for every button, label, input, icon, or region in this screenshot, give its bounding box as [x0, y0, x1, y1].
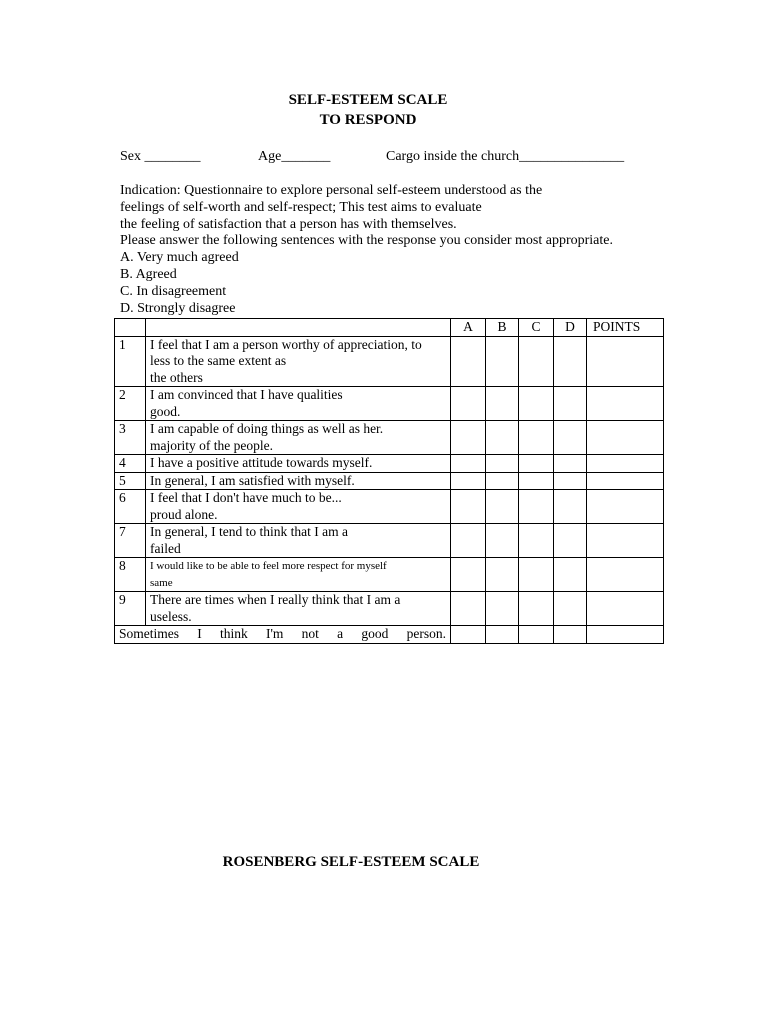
points-cell[interactable]	[587, 524, 664, 558]
table-row	[115, 336, 664, 387]
answer-cell-b[interactable]	[486, 626, 519, 644]
header-cell-d: D	[554, 319, 587, 337]
row-number: 7	[115, 524, 146, 558]
header-cell-b: B	[486, 319, 519, 337]
row-statement	[146, 387, 451, 421]
answer-cell-d[interactable]	[554, 336, 587, 387]
header-cell-statement	[146, 319, 451, 337]
table-row	[115, 455, 664, 473]
answer-cell-b[interactable]	[486, 524, 519, 558]
answer-cell-c[interactable]	[519, 490, 554, 524]
statement-line: good.	[150, 403, 181, 419]
header-cell-a: A	[451, 319, 486, 337]
answer-cell-b[interactable]	[486, 558, 519, 592]
table-row	[115, 524, 664, 558]
points-cell[interactable]	[587, 558, 664, 592]
instruction-line: the feeling of satisfaction that a person has with themselves.	[120, 216, 457, 232]
answer-cell-a[interactable]	[451, 592, 486, 626]
answer-cell-a[interactable]	[451, 336, 486, 387]
row-number: 5	[115, 472, 146, 490]
answer-cell-b[interactable]	[486, 455, 519, 473]
page-subtitle: TO RESPOND	[319, 112, 417, 128]
row-statement	[146, 472, 451, 490]
row-statement	[146, 592, 451, 626]
statement-line: I feel that I am a person worthy of appreciation, to	[150, 336, 422, 352]
answer-cell-b[interactable]	[486, 472, 519, 490]
statement-line: same	[150, 576, 173, 589]
sex-field[interactable]: Sex ________	[120, 149, 201, 164]
statement-line: I am capable of doing things as well as her.	[150, 421, 384, 436]
table-row	[115, 626, 664, 644]
table-row	[115, 558, 664, 592]
answer-cell-a[interactable]	[451, 387, 486, 421]
answer-cell-b[interactable]	[486, 421, 519, 455]
answer-cell-c[interactable]	[519, 421, 554, 455]
answer-cell-d[interactable]	[554, 490, 587, 524]
answer-cell-d[interactable]	[554, 472, 587, 490]
row-number: 9	[115, 592, 146, 626]
points-cell[interactable]	[587, 421, 664, 455]
instruction-line: Please answer the following sentences with the response you consider most appropriate.	[120, 233, 613, 249]
answer-cell-a[interactable]	[451, 455, 486, 473]
row-number: 8	[115, 558, 146, 592]
answer-cell-b[interactable]	[486, 336, 519, 387]
age-field[interactable]: Age_______	[258, 149, 331, 164]
answer-cell-a[interactable]	[451, 524, 486, 558]
statement-line: In general, I am satisfied with myself.	[150, 472, 355, 488]
points-cell[interactable]	[587, 592, 664, 626]
table-row	[115, 387, 664, 421]
statement-line: failed	[150, 540, 181, 556]
statement-line: There are times when I really think that I am a	[150, 592, 401, 607]
answer-cell-d[interactable]	[554, 421, 587, 455]
statement-line: I have a positive attitude towards myself.	[150, 455, 373, 470]
answer-cell-c[interactable]	[519, 455, 554, 473]
row-statement	[146, 524, 451, 558]
option-c: C. In disagreement	[120, 283, 227, 299]
row-statement	[146, 455, 451, 473]
instruction-line: Indication: Questionnaire to explore personal self-esteem understood as the	[120, 183, 543, 198]
table-row	[115, 592, 664, 626]
row-statement	[146, 558, 451, 592]
answer-cell-c[interactable]	[519, 592, 554, 626]
row-statement-spanning: Sometimes I think I'm not a good person.	[115, 626, 451, 644]
answer-cell-d[interactable]	[554, 387, 587, 421]
statement-line: majority of the people.	[150, 437, 273, 453]
table-row	[115, 421, 664, 455]
table-header-row	[115, 319, 664, 337]
answer-cell-a[interactable]	[451, 490, 486, 524]
answer-cell-d[interactable]	[554, 524, 587, 558]
header-cell-c: C	[519, 319, 554, 337]
points-cell[interactable]	[587, 490, 664, 524]
answer-cell-c[interactable]	[519, 524, 554, 558]
answer-cell-d[interactable]	[554, 455, 587, 473]
answer-cell-c[interactable]	[519, 626, 554, 644]
row-statement	[146, 490, 451, 524]
statement-line: In general, I tend to think that I am a	[150, 524, 348, 539]
cargo-field[interactable]: Cargo inside the church_______________	[386, 149, 625, 164]
answer-cell-d[interactable]	[554, 592, 587, 626]
instructions	[120, 183, 680, 317]
points-cell[interactable]	[587, 626, 664, 644]
option-a: A. Very much agreed	[120, 250, 239, 266]
self-esteem-table	[114, 318, 664, 644]
points-cell[interactable]	[587, 455, 664, 473]
answer-cell-b[interactable]	[486, 490, 519, 524]
answer-cell-a[interactable]	[451, 558, 486, 592]
answer-cell-a[interactable]	[451, 421, 486, 455]
answer-cell-a[interactable]	[451, 626, 486, 644]
statement-line: I would like to be able to feel more respect for myself	[150, 560, 387, 572]
row-statement	[146, 336, 451, 387]
option-d: D. Strongly disagree	[120, 300, 236, 316]
table-row	[115, 472, 664, 490]
answer-cell-c[interactable]	[519, 472, 554, 490]
answer-cell-c[interactable]	[519, 336, 554, 387]
row-number: 3	[115, 421, 146, 455]
row-number: 6	[115, 490, 146, 524]
answer-cell-d[interactable]	[554, 626, 587, 644]
answer-cell-b[interactable]	[486, 387, 519, 421]
statement-line: I feel that I don't have much to be...	[150, 490, 342, 505]
row-number: 1	[115, 336, 146, 387]
row-number: 4	[115, 455, 146, 473]
answer-cell-a[interactable]	[451, 472, 486, 490]
answer-cell-c[interactable]	[519, 387, 554, 421]
row-statement	[146, 421, 451, 455]
footer-title: ROSENBERG SELF-ESTEEM SCALE	[222, 854, 480, 870]
answer-cell-d[interactable]	[554, 558, 587, 592]
answer-cell-b[interactable]	[486, 592, 519, 626]
table-row	[115, 490, 664, 524]
header-cell-num	[115, 319, 146, 337]
statement-line: I am convinced that I have qualities	[150, 387, 343, 402]
statement-line: less to the same extent as	[150, 353, 287, 368]
page-title: SELF-ESTEEM SCALE	[288, 92, 448, 108]
points-cell[interactable]	[587, 472, 664, 490]
statement-line: the others	[150, 369, 203, 385]
points-cell[interactable]	[587, 336, 664, 387]
points-cell[interactable]	[587, 387, 664, 421]
row-number: 2	[115, 387, 146, 421]
instruction-line: feelings of self-worth and self-respect; This test aims to evaluate	[120, 199, 482, 215]
answer-cell-c[interactable]	[519, 558, 554, 592]
statement-line: useless.	[150, 608, 192, 624]
statement-line: proud alone.	[150, 506, 218, 522]
header-cell-points: POINTS	[587, 319, 664, 337]
option-b: B. Agreed	[120, 266, 177, 282]
